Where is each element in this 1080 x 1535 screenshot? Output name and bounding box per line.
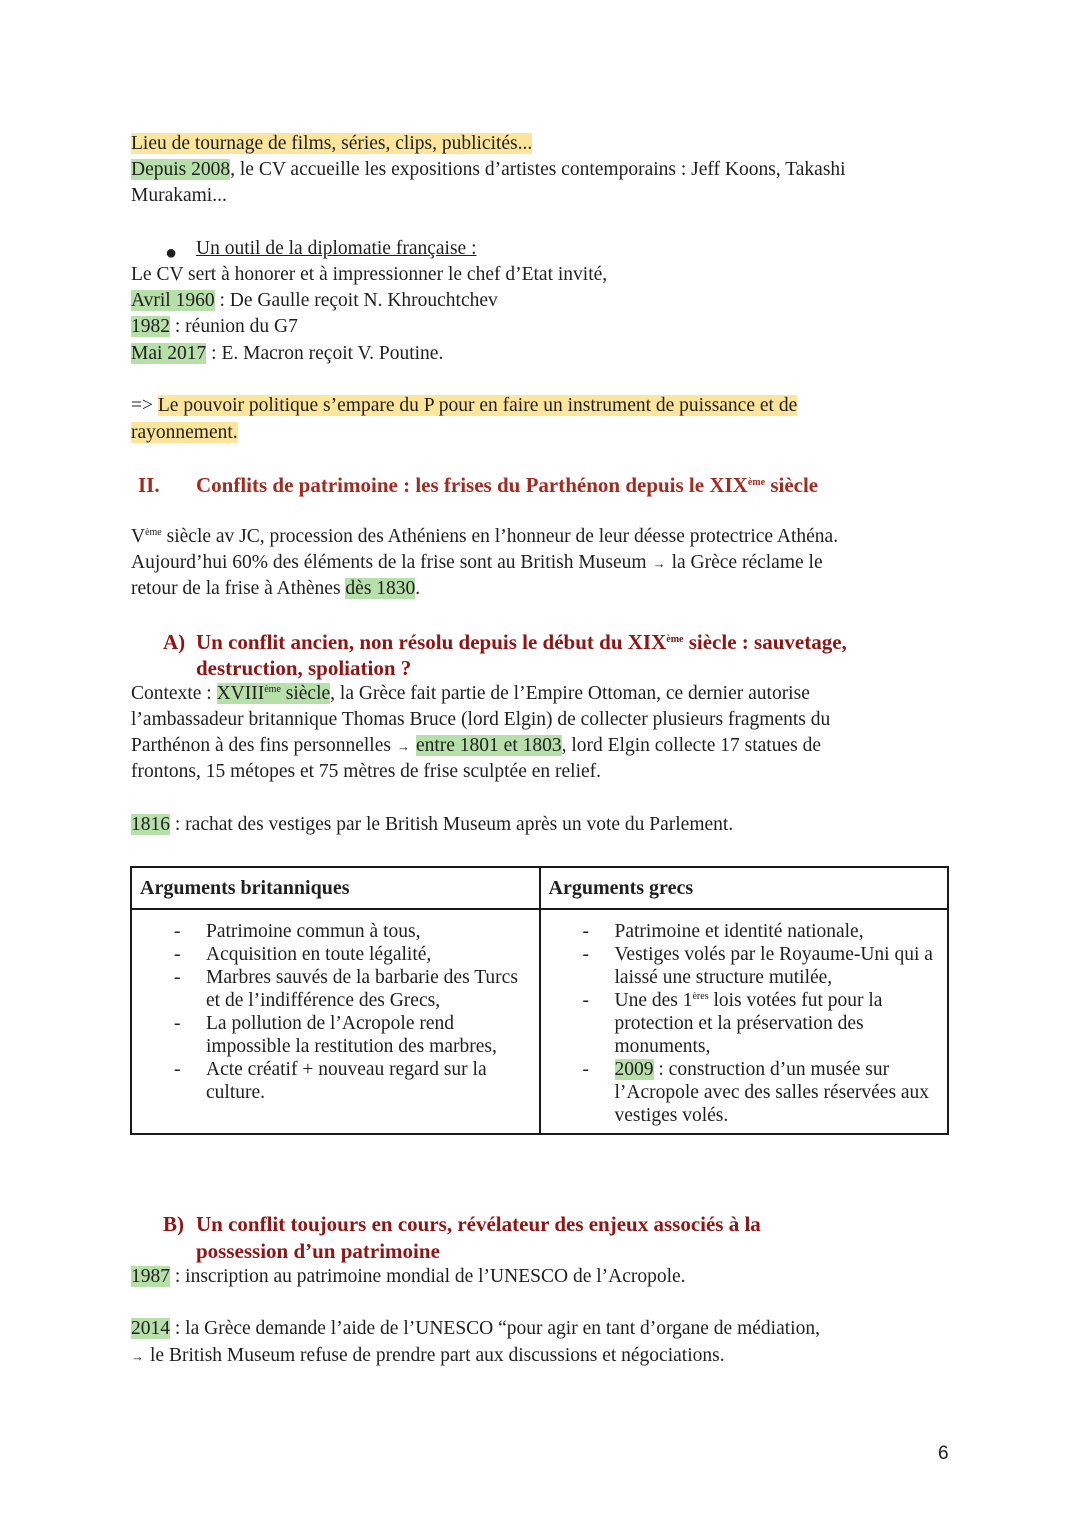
list-item: - Acquisition en toute légalité,: [132, 943, 539, 966]
paragraph-line: Parthénon à des fins personnelles → entre 1801 et 1803, lord Elgin collecte 17 statues de: [131, 735, 821, 756]
paragraph-line: 1982 : réunion du G7: [131, 316, 298, 337]
date-highlight: 2014: [131, 1318, 170, 1339]
highlight: Lieu de tournage de films, séries, clips, publicités...: [131, 133, 533, 154]
date-highlight: dès 1830: [345, 578, 416, 599]
paragraph-line: Vème siècle av JC, procession des Athéniens en l’honneur de leur déesse protectrice Athéna.: [131, 526, 839, 547]
subsection-heading: destruction, spoliation ?: [196, 656, 412, 680]
table-header: Arguments grecs: [540, 867, 949, 909]
paragraph-line: retour de la frise à Athènes dès 1830.: [131, 578, 421, 599]
bullet-icon: ●: [165, 242, 178, 264]
arrow-icon: →: [396, 739, 410, 754]
list-item: - Marbres sauvés de la barbarie des Turcs et de l’indifférence des Grecs,: [132, 966, 539, 1012]
date-highlight: Depuis 2008: [131, 159, 231, 180]
list-item: - Acte créatif + nouveau regard sur la culture.: [132, 1058, 539, 1104]
paragraph-line: Murakami...: [131, 185, 227, 206]
date-highlight: XVIIIème siècle: [216, 683, 331, 704]
list-item: - Patrimoine et identité nationale,: [541, 920, 948, 943]
table-header: Arguments britanniques: [131, 867, 540, 909]
subsection-heading: B) Un conflit toujours en cours, révélateur des enjeux associés à la: [163, 1212, 761, 1236]
list-item: - Une des 1ères lois votées fut pour la protection et la préservation des monuments,: [541, 989, 948, 1058]
date-highlight: Avril 1960: [131, 290, 215, 311]
paragraph-line: Contexte : XVIIIème siècle, la Grèce fait partie de l’Empire Ottoman, ce dernier autorise: [131, 683, 810, 704]
page-number: 6: [938, 1443, 949, 1464]
paragraph-line: frontons, 15 métopes et 75 mètres de frise sculptée en relief.: [131, 761, 602, 782]
paragraph-line: Mai 2017 : E. Macron reçoit V. Poutine.: [131, 343, 444, 364]
arrow-icon: →: [652, 556, 666, 571]
subheading: Un outil de la diplomatie française :: [196, 238, 477, 259]
paragraph-line: 1987 : inscription au patrimoine mondial de l’UNESCO de l’Acropole.: [131, 1266, 686, 1287]
paragraph-line: Avril 1960 : De Gaulle reçoit N. Khrouchtchev: [131, 290, 498, 311]
table-header-row: [131, 867, 948, 909]
highlight: Le pouvoir politique s’empare du P pour en faire un instrument de puissance et de: [157, 395, 798, 416]
list-item: - Vestiges volés par le Royaume-Uni qui a laissé une structure mutilée,: [541, 943, 948, 989]
paragraph-line: Depuis 2008, le CV accueille les expositions d’artistes contemporains : Jeff Koons, Takashi: [131, 159, 846, 180]
list-item: - Patrimoine commun à tous,: [132, 920, 539, 943]
arrow-icon: →: [131, 1349, 144, 1364]
table-cell: [131, 909, 540, 1134]
section-heading: II. Conflits de patrimoine : les frises du Parthénon depuis le XIXème siècle: [138, 473, 819, 497]
paragraph-line: Aujourd’hui 60% des éléments de la frise sont au British Museum → la Grèce réclame le: [131, 552, 823, 573]
date-highlight: 2009: [614, 1059, 654, 1080]
argument-list: [541, 920, 948, 1127]
date-highlight: 1987: [131, 1266, 170, 1287]
list-item: - 2009 : construction d’un musée sur l’Acropole avec des salles réservées aux vestiges volés.: [541, 1058, 948, 1127]
date-highlight: 1816: [131, 814, 170, 835]
paragraph-line: [131, 131, 532, 157]
date-highlight: Mai 2017: [131, 343, 207, 364]
date-highlight: entre 1801 et 1803: [415, 735, 562, 756]
paragraph-line: → le British Museum refuse de prendre part aux discussions et négociations.: [131, 1345, 725, 1366]
date-highlight: 1982: [131, 316, 170, 337]
table-cell: [540, 909, 949, 1134]
conclusion-line: [131, 420, 238, 446]
paragraph-line: 2014 : la Grèce demande l’aide de l’UNESCO “pour agir en tant d’organe de médiation,: [131, 1318, 820, 1339]
table-row: [131, 909, 948, 1134]
paragraph-line: Le CV sert à honorer et à impressionner le chef d’Etat invité,: [131, 264, 608, 285]
highlight: rayonnement.: [131, 422, 238, 443]
subsection-heading: possession d’un patrimoine: [196, 1239, 440, 1263]
conclusion-line: => Le pouvoir politique s’empare du P pour en faire un instrument de puissance et de: [131, 395, 798, 416]
paragraph-line: l’ambassadeur britannique Thomas Bruce (lord Elgin) de collecter plusieurs fragments du: [131, 709, 831, 730]
subsection-heading: A) Un conflit ancien, non résolu depuis le début du XIXème siècle : sauvetage,: [163, 630, 847, 654]
list-item: - La pollution de l’Acropole rend impossible la restitution des marbres,: [132, 1012, 539, 1058]
argument-list: [132, 920, 539, 1104]
paragraph-line: 1816 : rachat des vestiges par le British Museum après un vote du Parlement.: [131, 814, 734, 835]
arguments-table: [130, 866, 949, 1135]
